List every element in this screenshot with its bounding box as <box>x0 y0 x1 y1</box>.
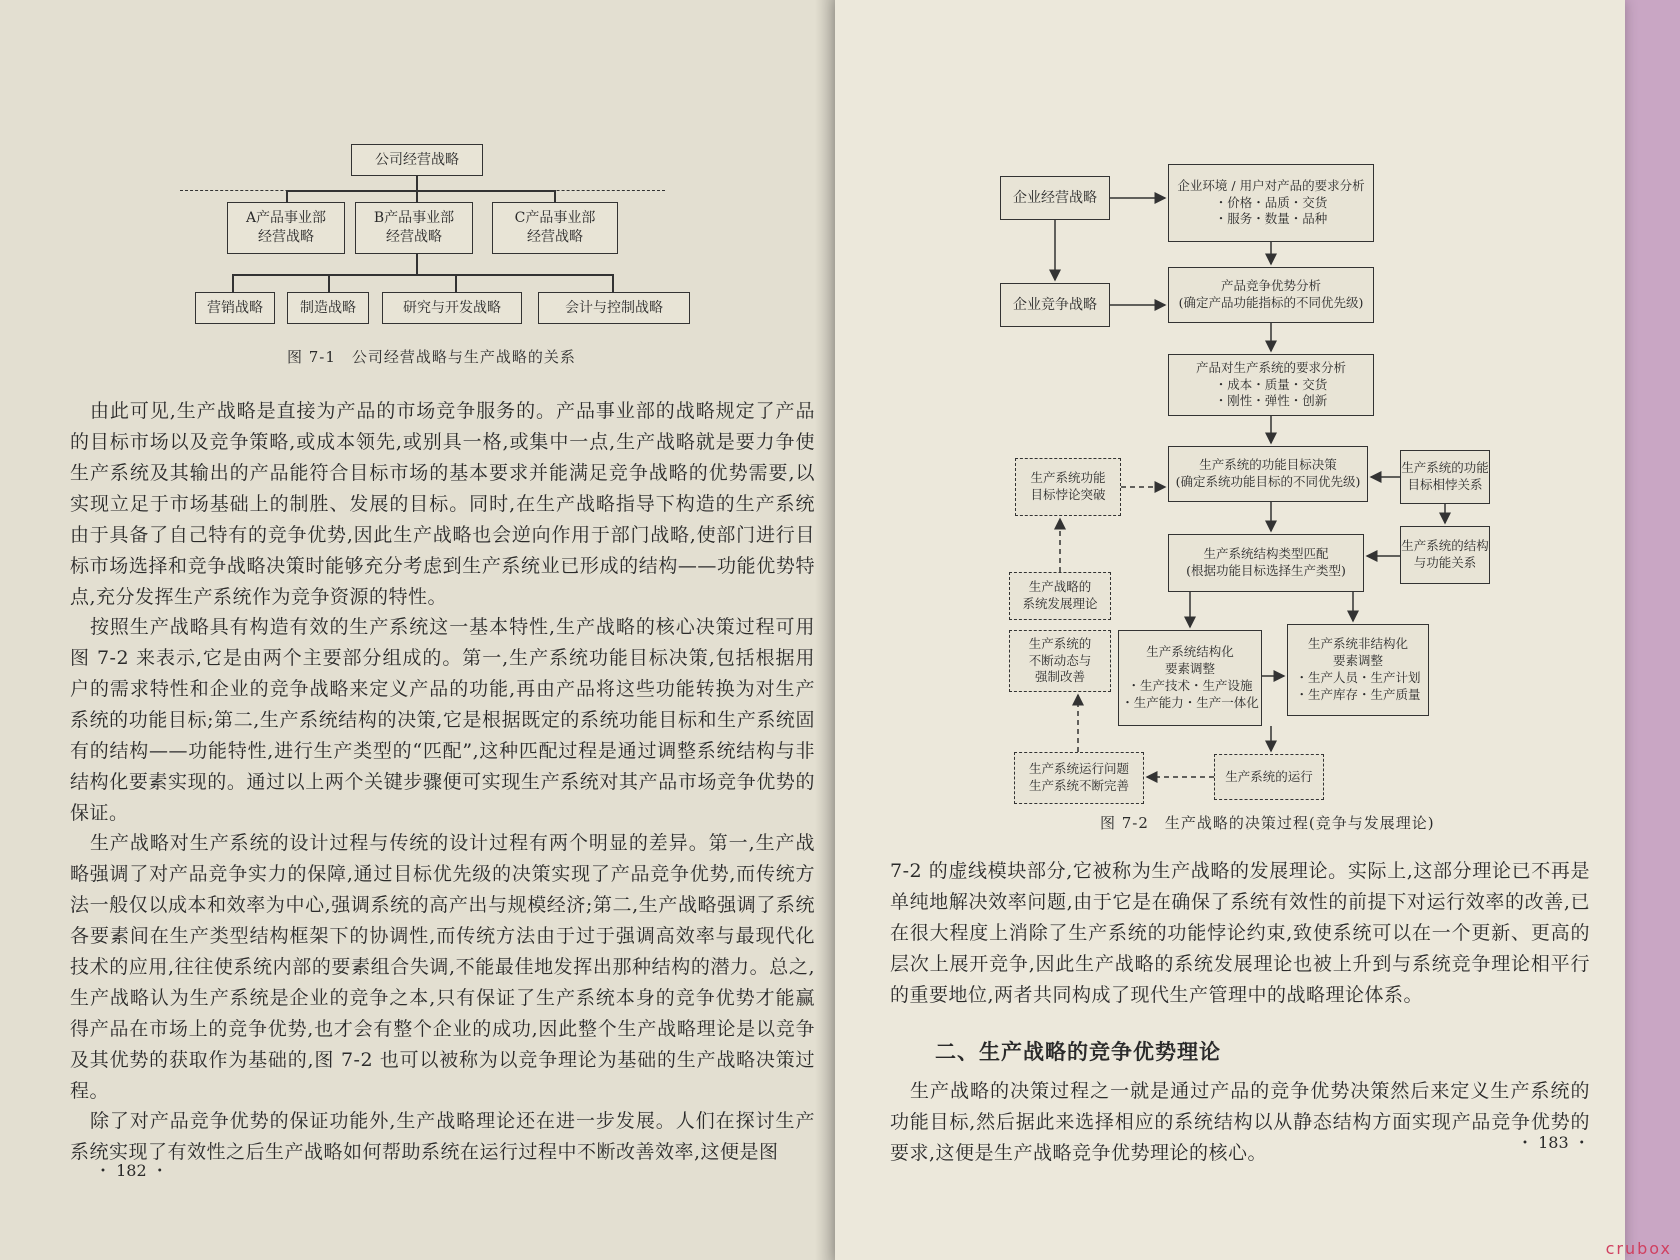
division-a-box: A产品事业部 经营战略 <box>227 202 345 254</box>
operation-box: 生产系统的运行 <box>1214 754 1324 800</box>
function-decision-box: 生产系统的功能目标决策 (确定系统功能目标的不同优先级) <box>1168 446 1368 502</box>
figure-7-2-caption: 图 7-2 生产战略的决策过程(竞争与发展理论) <box>1100 814 1435 832</box>
right-paragraph-1: 7-2 的虚线模块部分,它被称为生产战略的发展理论。实际上,这部分理论已不再是单纯地解决效率问题,由于它是在确保了系统有效性的前提下对运行效率的改善,已在很大程度上消除了生产系统的功能悖论约束,致使系统可以在一个更新、更高的层次上展开竞争,因此生产战略的系统发展理论也被上升到与系统竞争理论相平行的重要地位,两者共同构成了现代生产管理中的战略理论体系。 <box>890 860 1590 1006</box>
structure-function-box: 生产系统的结构 与功能关系 <box>1400 526 1490 584</box>
function-marketing-box: 营销战略 <box>195 292 275 324</box>
left-paragraph-2: 按照生产战略具有构造有效的生产系统这一基本特性,生产战略的核心决策过程可用图 7-2 来表示,它是由两个主要部分组成的。第一,生产系统功能目标决策,包括根据用户的需求特性和企业的竞争战略来定义产品的功能,再由产品将这些功能转换为对生产系统的功能目标;第二,生产系统结构的决策,它是根据既定的系统功能目标和生产系统固有的结构——功能特性,进行生产类型的“匹配”,这种匹配过程是通过调整系统结构与非结构化要素实现的。通过以上两个关键步骤便可实现生产系统对其产品市场竞争优势的保证。 <box>70 616 815 824</box>
competitive-strategy-box: 企业竞争战略 <box>1000 283 1110 327</box>
division-c-box: C产品事业部 经营战略 <box>492 202 618 254</box>
enterprise-strategy-box: 企业经营战略 <box>1000 176 1110 220</box>
system-requirements-box: 产品对生产系统的要求分析 ・成本・质量・交货 ・刚性・弹性・创新 <box>1168 354 1374 416</box>
section-heading: 二、生产战略的竞争优势理论 <box>935 1039 1221 1064</box>
page-number-right: ・ 183 ・ <box>1517 1133 1590 1152</box>
continuous-improve-box: 生产系统的 不断动态与 强制改善 <box>1009 630 1111 692</box>
function-accounting-box: 会计与控制战略 <box>538 292 690 324</box>
flow-arrows <box>835 0 1625 860</box>
product-advantage-box: 产品竞争优势分析 (确定产品功能指标的不同优先级) <box>1168 267 1374 323</box>
org-chart-top: 公司经营战略 <box>351 144 483 176</box>
right-paragraph-2: 生产战略的决策过程之一就是通过产品的竞争优势决策然后来定义生产系统的功能目标,然后据此来选择相应的系统结构以从静态结构方面实现产品竞争优势的要求,这便是生产战略竞争优势理论的核心。 <box>890 1080 1590 1164</box>
left-paragraph-3: 生产战略对生产系统的设计过程与传统的设计过程有两个明显的差异。第一,生产战略强调了对产品竞争实力的保障,通过目标优先级的决策实现了产品竞争优势,而传统方法一般仅以成本和效率为中心,强调系统的高产出与规模经济;第二,生产战略强调了系统各要素间在生产类型结构框架下的协调性,而传统方法由于过于强调高效率与最现代化技术的应用,往往使系统内部的要素组合失调,不能最佳地发挥出那种结构的潜力。总之,生产战略认为生产系统是企业的竞争之本,只有保证了生产系统本身的竞争优势才能赢得产品在市场上的竞争优势,也才会有整个企业的成功,因此整个生产战略理论是以竞争及其优势的获取作为基础的,图 7-2 也可以被称为以竞争理论为基础的生产战略决策过程。 <box>70 832 815 1102</box>
left-page <box>0 0 835 1260</box>
function-relation-box: 生产系统的功能 目标相悖关系 <box>1400 450 1490 504</box>
structure-match-box: 生产系统结构类型匹配 (根据功能目标选择生产类型) <box>1168 534 1364 592</box>
function-rnd-box: 研究与开发战略 <box>382 292 522 324</box>
nonstructural-adjust-box: 生产系统非结构化 要素调整 ・生产人员・生产计划 ・生产库存・生产质量 <box>1287 624 1429 716</box>
paradox-break-box: 生产系统功能 目标悖论突破 <box>1015 458 1121 516</box>
division-b-box: B产品事业部 经营战略 <box>355 202 473 254</box>
run-problems-box: 生产系统运行问题 生产系统不断完善 <box>1014 752 1144 804</box>
structural-adjust-box: 生产系统结构化 要素调整 ・生产技术・生产设施 ・生产能力・生产一体化 <box>1118 630 1262 726</box>
dev-theory-box: 生产战略的 系统发展理论 <box>1009 572 1111 620</box>
env-analysis-box: 企业环境 / 用户对产品的要求分析 ・价格・品质・交货 ・服务・数量・品种 <box>1168 164 1374 242</box>
figure-7-1-caption: 图 7-1 公司经营战略与生产战略的关系 <box>287 348 576 366</box>
right-page <box>835 0 1625 1260</box>
left-paragraph-1: 由此可见,生产战略是直接为产品的市场竞争服务的。产品事业部的战略规定了产品的目标市场以及竞争策略,或成本领先,或别具一格,或集中一点,生产战略就是要力争使生产系统及其输出的产品能符合目标市场的基本要求并能满足竞争战略的优势需要,以实现立足于市场基础上的制胜、发展的目标。同时,在生产战略指导下构造的生产系统由于具备了自己特有的竞争优势,因此生产战略也会逆向作用于部门战略,使部门进行目标市场选择和竞争战略决策时能够充分考虑到生产系统业已形成的结构——功能优势特点,充分发挥生产系统作为竞争资源的特性。 <box>70 400 815 608</box>
watermark: crubox <box>1605 1239 1672 1258</box>
function-manufacturing-box: 制造战略 <box>287 292 369 324</box>
page-number-left: ・ 182 ・ <box>95 1161 168 1180</box>
left-paragraph-4: 除了对产品竞争优势的保证功能外,生产战略理论还在进一步发展。人们在探讨生产系统实现了有效性之后生产战略如何帮助系统在运行过程中不断改善效率,这便是图 <box>70 1110 815 1163</box>
